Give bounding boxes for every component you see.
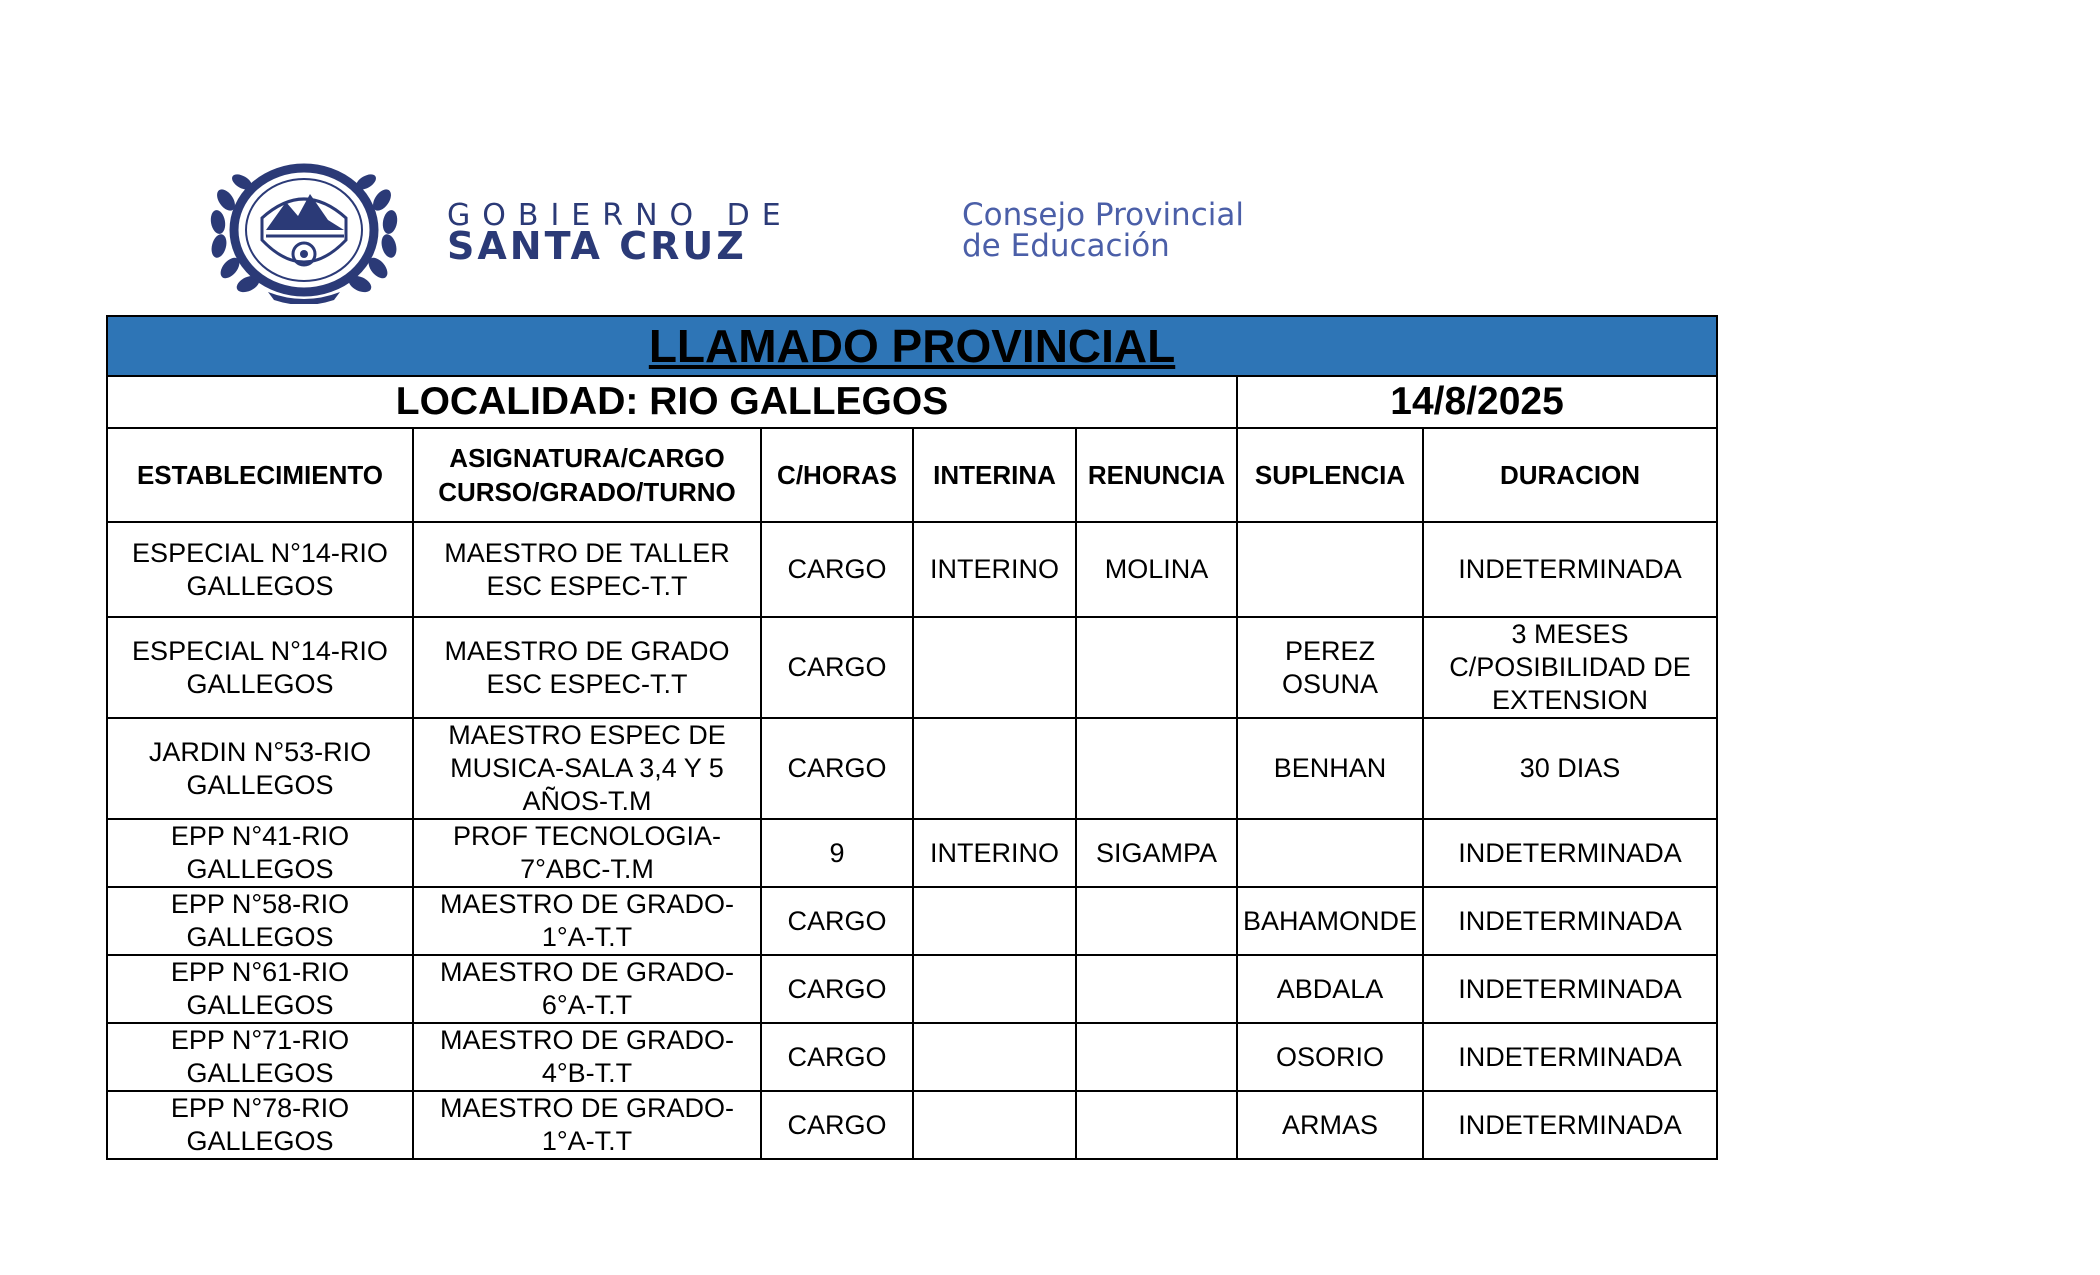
table-cell: ESPECIAL N°14-RIO GALLEGOS <box>107 522 413 617</box>
table-cell <box>1237 819 1423 887</box>
table-cell <box>913 1023 1076 1091</box>
table-cell: INDETERMINADA <box>1423 1091 1717 1159</box>
table-cell: MAESTRO DE GRADO-6°A-T.T <box>413 955 761 1023</box>
table-cell: BAHAMONDE <box>1237 887 1423 955</box>
table-cell <box>1076 887 1237 955</box>
column-header: INTERINA <box>913 428 1076 522</box>
table-cell: EPP N°78-RIO GALLEGOS <box>107 1091 413 1159</box>
title-row <box>107 316 1717 376</box>
table-cell: INTERINO <box>913 819 1076 887</box>
localidad-label: LOCALIDAD: RIO GALLEGOS <box>107 376 1237 428</box>
table-cell: OSORIO <box>1237 1023 1423 1091</box>
column-header: RENUNCIA <box>1076 428 1237 522</box>
table-cell: CARGO <box>761 718 913 819</box>
document-title: LLAMADO PROVINCIAL <box>107 316 1717 376</box>
table-cell <box>1076 1091 1237 1159</box>
table-row <box>107 819 1717 887</box>
table-cell: 9 <box>761 819 913 887</box>
table-cell <box>1076 955 1237 1023</box>
table-cell: BENHAN <box>1237 718 1423 819</box>
table-row <box>107 718 1717 819</box>
table-cell: CARGO <box>761 887 913 955</box>
table-cell: PEREZ OSUNA <box>1237 617 1423 718</box>
table-row <box>107 1091 1717 1159</box>
table-cell: SIGAMPA <box>1076 819 1237 887</box>
gobierno-logo-line2: SANTA CRUZ <box>447 224 747 268</box>
table-cell: INDETERMINADA <box>1423 1023 1717 1091</box>
table-row <box>107 1023 1717 1091</box>
column-header: ASIGNATURA/CARGO CURSO/GRADO/TURNO <box>413 428 761 522</box>
table-cell: INDETERMINADA <box>1423 955 1717 1023</box>
table-cell: EPP N°61-RIO GALLEGOS <box>107 955 413 1023</box>
consejo-logo-line2: de Educación <box>962 228 1170 264</box>
table-cell <box>913 887 1076 955</box>
table-cell: INDETERMINADA <box>1423 887 1717 955</box>
consejo-logo <box>962 197 1244 264</box>
gobierno-logo-line1: GOBIERNO DE <box>447 198 793 233</box>
table-cell: INDETERMINADA <box>1423 819 1717 887</box>
column-header: SUPLENCIA <box>1237 428 1423 522</box>
table-cell: PROF TECNOLOGIA-7°ABC-T.M <box>413 819 761 887</box>
table-row <box>107 617 1717 718</box>
table-cell: EPP N°41-RIO GALLEGOS <box>107 819 413 887</box>
table-cell: CARGO <box>761 617 913 718</box>
table-cell <box>1076 718 1237 819</box>
table-cell <box>913 718 1076 819</box>
table-cell: EPP N°58-RIO GALLEGOS <box>107 887 413 955</box>
table-cell: 30 DIAS <box>1423 718 1717 819</box>
table-cell: 3 MESES C/POSIBILIDAD DE EXTENSION <box>1423 617 1717 718</box>
document-date: 14/8/2025 <box>1237 376 1717 428</box>
table-cell: MAESTRO DE GRADO-4°B-T.T <box>413 1023 761 1091</box>
table-cell <box>1076 1023 1237 1091</box>
table-cell: CARGO <box>761 1023 913 1091</box>
table-cell: MAESTRO DE GRADO ESC ESPEC-T.T <box>413 617 761 718</box>
table-cell: INDETERMINADA <box>1423 522 1717 617</box>
column-header: DURACION <box>1423 428 1717 522</box>
table-cell <box>913 955 1076 1023</box>
table-cell: MAESTRO DE GRADO-1°A-T.T <box>413 887 761 955</box>
table-row <box>107 522 1717 617</box>
table-cell: ABDALA <box>1237 955 1423 1023</box>
table-cell: CARGO <box>761 522 913 617</box>
table-cell: INTERINO <box>913 522 1076 617</box>
table-cell <box>1076 617 1237 718</box>
santa-cruz-seal-icon <box>206 160 402 304</box>
table-row <box>107 887 1717 955</box>
column-header: C/HORAS <box>761 428 913 522</box>
table-cell: ESPECIAL N°14-RIO GALLEGOS <box>107 617 413 718</box>
consejo-logo-line1: Consejo Provincial <box>962 197 1244 233</box>
table-cell: CARGO <box>761 1091 913 1159</box>
column-header-row <box>107 428 1717 522</box>
table-cell: MAESTRO DE GRADO-1°A-T.T <box>413 1091 761 1159</box>
table-cell <box>1237 522 1423 617</box>
table-cell <box>913 1091 1076 1159</box>
table-cell: EPP N°71-RIO GALLEGOS <box>107 1023 413 1091</box>
table-row <box>107 955 1717 1023</box>
table-cell: MAESTRO DE TALLER ESC ESPEC-T.T <box>413 522 761 617</box>
table-cell <box>913 617 1076 718</box>
localidad-row <box>107 376 1717 428</box>
table-cell: MOLINA <box>1076 522 1237 617</box>
table-cell: ARMAS <box>1237 1091 1423 1159</box>
llamado-table <box>106 315 1718 1160</box>
table-cell: MAESTRO ESPEC DE MUSICA-SALA 3,4 Y 5 AÑOS-T.M <box>413 718 761 819</box>
column-header: ESTABLECIMIENTO <box>107 428 413 522</box>
table-cell: JARDIN N°53-RIO GALLEGOS <box>107 718 413 819</box>
table-cell: CARGO <box>761 955 913 1023</box>
